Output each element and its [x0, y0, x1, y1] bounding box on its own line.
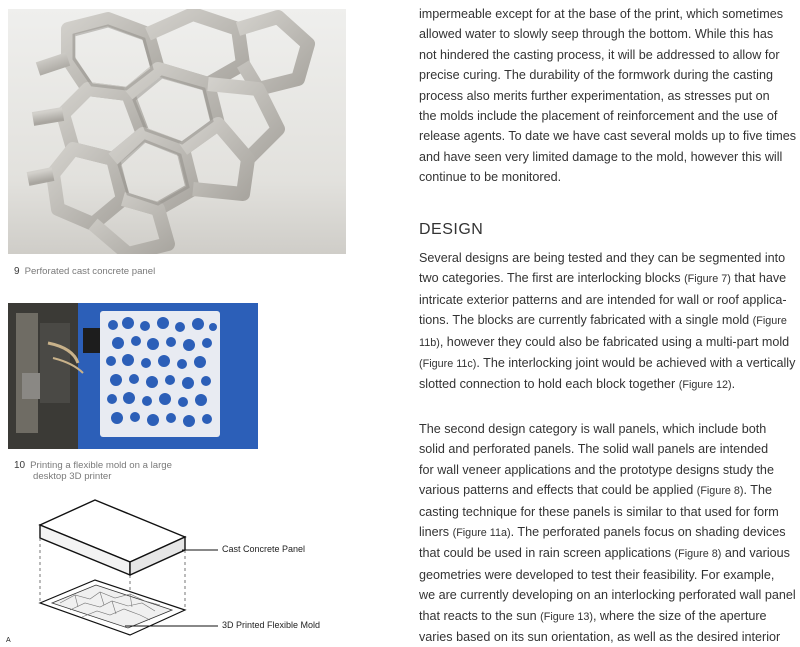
text-line: (Figure 11c). The interlocking joint would be achieved with a vertically — [419, 356, 796, 371]
text-line: and have seen very limited damage to the mold, however this will — [419, 149, 783, 164]
text-line: allowed water to slowly seep through the bottom. While this has — [419, 27, 774, 42]
figure-10-photo — [8, 303, 258, 449]
figure-ref: (Figure 11c) — [419, 358, 477, 371]
text-line: we are currently developing on an interlocking perforated wall panel — [419, 588, 796, 603]
text-line: continue to be monitored. — [419, 170, 562, 185]
figure-9-photo — [8, 9, 346, 254]
figure-10-number: 10 — [14, 460, 26, 471]
figure-10-caption-line2: desktop 3D printer — [33, 471, 112, 482]
text-line: process also merits further experimentation, as stresses put on — [419, 88, 770, 103]
figure-ref: (Figure 13) — [540, 610, 593, 623]
text-line: 11b), however they could also be fabricated using a multi-part mold — [419, 334, 790, 349]
text-line: solid and perforated panels. The solid wall panels are intended — [419, 442, 769, 457]
text-line: slotted connection to hold each block together (Figure 12). — [419, 377, 736, 392]
corner-mark: A — [6, 637, 11, 644]
label-cast-concrete-panel: Cast Concrete Panel — [222, 544, 306, 554]
text-line: The second design category is wall panels, which include both — [419, 422, 767, 436]
figure-ref: 11b) — [419, 336, 440, 349]
text-line: impermeable except for at the base of the print, which sometimes — [419, 7, 783, 21]
label-3d-printed-mold: 3D Printed Flexible Mold — [222, 620, 321, 630]
text-line: release agents. To date we have cast several molds up to five times — [419, 129, 797, 144]
figure-9-number: 9 — [14, 266, 20, 277]
text-line: geometries were developed to test their feasibility. For example, — [419, 567, 775, 582]
text-line: that could be used in rain screen applications (Figure 8) and various — [419, 546, 790, 561]
figure-ref: (Figure 12) — [678, 379, 732, 392]
figure-10-caption — [14, 460, 172, 482]
text-line: various patterns and effects that could be applied (Figure 8). The — [419, 483, 773, 498]
figure-ref: (Figure 11a) — [452, 527, 511, 540]
text-line: Several designs are being tested and they can be segmented into — [419, 251, 786, 265]
paragraph-wall-panels — [419, 419, 799, 647]
figure-ref: (Figure 8) — [696, 485, 744, 498]
text-line: casting technique for these panels is similar to that used for form — [419, 504, 779, 519]
text-line: two categories. The first are interlocking blocks (Figure 7) that have — [419, 271, 787, 286]
figure-ref: (Figure 8) — [674, 548, 722, 561]
text-line: varies based on its sun orientation, as well as the desired interior — [419, 630, 781, 645]
figure-9-caption-text: Perforated cast concrete panel — [24, 266, 156, 277]
paragraph-design-categories — [419, 248, 799, 396]
section-heading-design: DESIGN — [419, 221, 484, 238]
text-line: for wall veneer applications and the prototype designs study the — [419, 462, 774, 477]
text-line: liners (Figure 11a). The perforated panels focus on shading devices — [419, 525, 786, 540]
text-line: intricate exterior patterns and are intended for wall or roof applica- — [419, 292, 787, 307]
text-line: the molds include the placement of reinforcement and the use of — [419, 109, 778, 124]
paragraph-casting — [419, 4, 799, 188]
text-line: precise curing. The durability of the formwork during the casting — [419, 68, 773, 83]
text-line: not hindered the casting process, it will be addressed to allow for — [419, 47, 780, 62]
figure-9-caption — [14, 266, 155, 277]
figure-ref: (Figure 7) — [684, 273, 731, 286]
text-line: that reacts to the sun (Figure 13), where the size of the aperture — [419, 608, 767, 623]
figure-ref: (Figure — [752, 315, 787, 328]
figure-10-caption-line1: Printing a flexible mold on a large — [30, 460, 172, 471]
text-line: tions. The blocks are currently fabricated with a single mold (Figure — [419, 313, 787, 328]
